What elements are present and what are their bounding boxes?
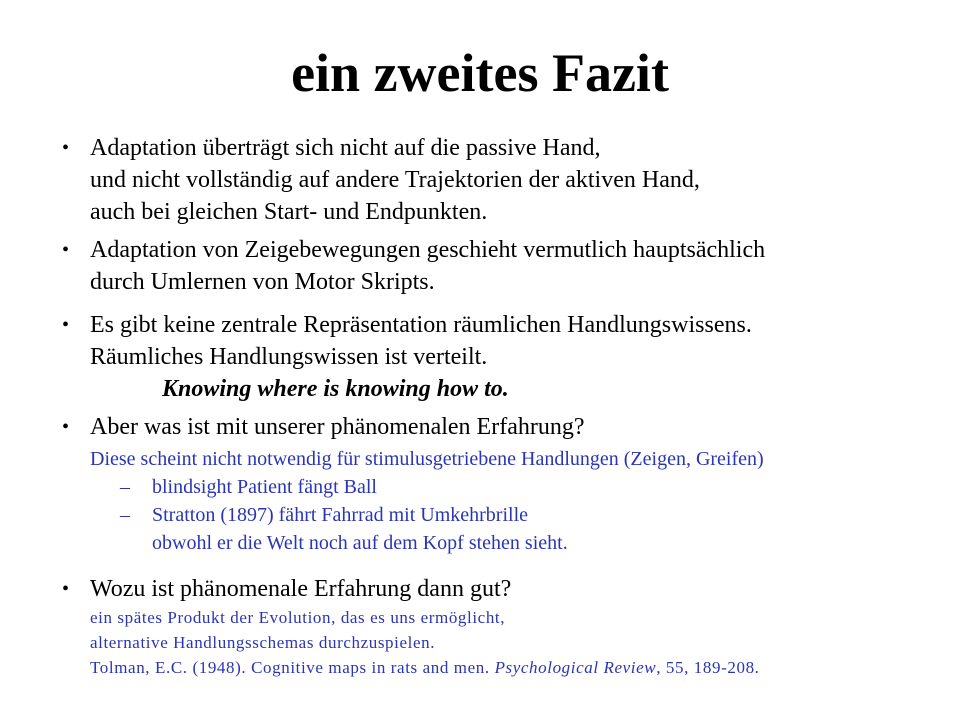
bullet-2-line-1: Adaptation von Zeigebewegungen geschieht vermutlich hauptsächlich	[90, 237, 766, 263]
bullet-1-line-3: auch bei gleichen Start- und Endpunkten.	[90, 199, 488, 225]
bullet-5-note-2: alternative Handlungsschemas durchzuspielen.	[90, 633, 436, 652]
bullet-3-line-1: Es gibt keine zentrale Repräsentation räumlichen Handlungswissens.	[90, 312, 752, 338]
sub-item-2	[90, 501, 942, 529]
citation	[90, 655, 942, 680]
bullet-marker: •	[62, 314, 70, 336]
sub-item-1-text: blindsight Patient fängt Ball	[152, 476, 377, 498]
slide-title: ein zweites Fazit	[291, 43, 669, 103]
bullet-3-emphasis: Knowing where is knowing how to.	[162, 376, 509, 402]
bullet-marker: •	[62, 239, 70, 261]
sub-item-dash: –	[120, 476, 130, 498]
bullet-marker: •	[62, 416, 70, 438]
bullet-2	[62, 234, 942, 298]
bullet-4-line-1: Aber was ist mit unserer phänomenalen Erfahrung?	[90, 414, 585, 440]
bullet-3-line-2: Räumliches Handlungswissen ist verteilt.	[90, 344, 488, 370]
bullet-3	[62, 309, 942, 405]
bullet-marker: •	[62, 578, 70, 600]
sub-item-1	[90, 473, 942, 501]
citation-text-before: Tolman, E.C. (1948). Cognitive maps in rats and men.	[90, 658, 495, 677]
sub-item-2-continuation: obwohl er die Welt noch auf dem Kopf stehen sieht.	[152, 532, 568, 554]
bullet-2-line-2: durch Umlernen von Motor Skripts.	[90, 269, 435, 295]
bullet-4	[62, 411, 942, 557]
bullet-4-note: Diese scheint nicht notwendig für stimulusgetriebene Handlungen (Zeigen, Greifen)	[90, 448, 764, 470]
bullet-5-note-1: ein spätes Produkt der Evolution, das es uns ermöglicht,	[90, 608, 506, 627]
sub-item-dash: –	[120, 504, 130, 526]
bullet-marker: •	[62, 137, 70, 159]
bullet-5-line-1: Wozu ist phänomenale Erfahrung dann gut?	[90, 576, 512, 602]
bullet-1	[62, 132, 942, 228]
bullet-1-line-1: Adaptation überträgt sich nicht auf die passive Hand,	[90, 135, 601, 161]
sub-item-2-text: Stratton (1897) fährt Fahrrad mit Umkehrbrille	[152, 504, 529, 526]
citation-text-after: , 55, 189-208.	[656, 658, 760, 677]
bullet-5	[62, 573, 942, 680]
citation-journal: Psychological Review	[494, 658, 657, 677]
bullet-1-line-2: und nicht vollständig auf andere Trajektorien der aktiven Hand,	[90, 167, 700, 193]
